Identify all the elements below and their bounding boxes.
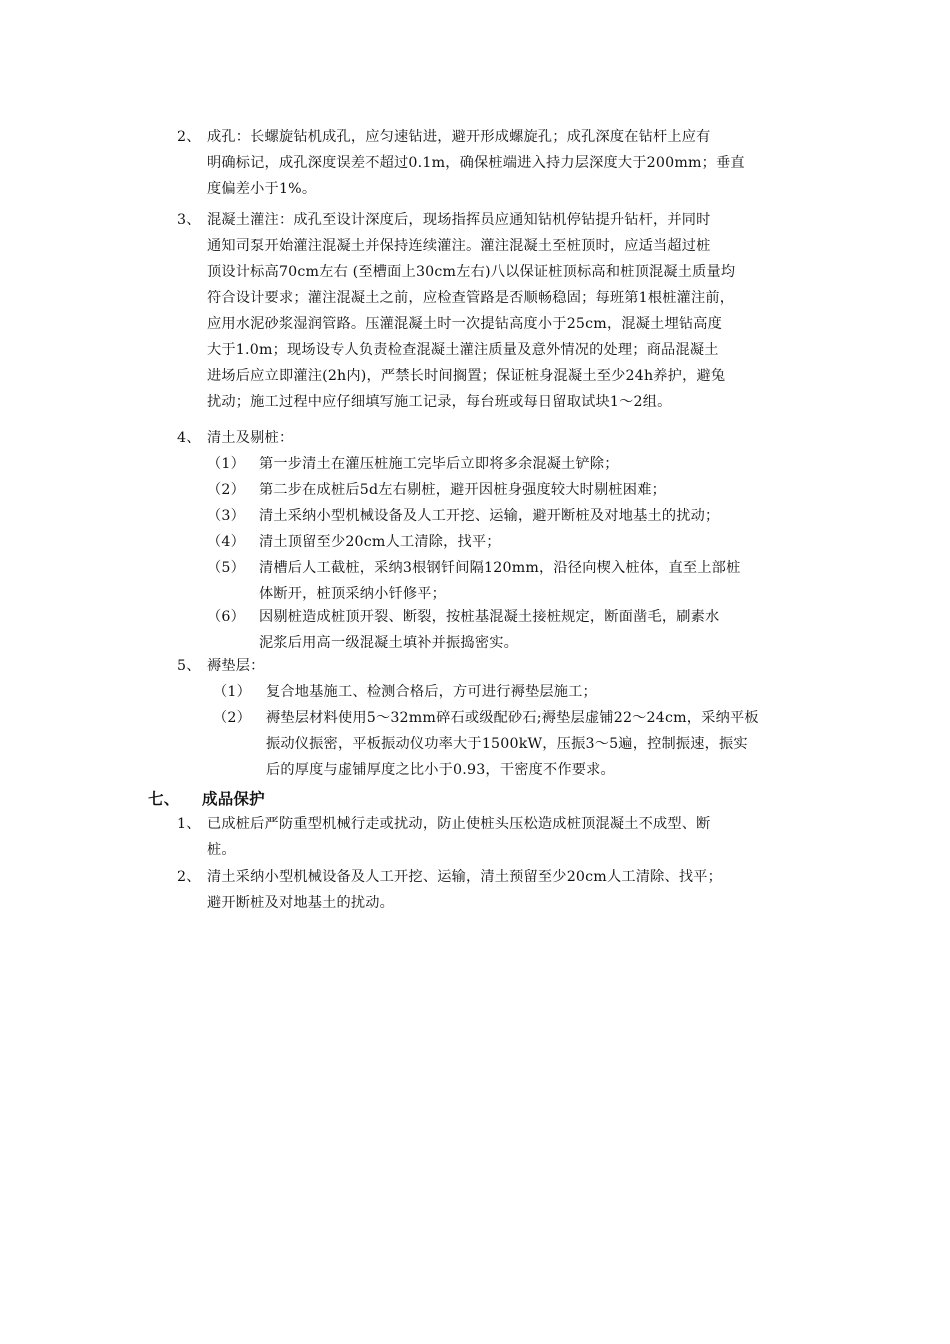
sub-item-number: （2） <box>207 482 246 498</box>
item-number: 1、 <box>177 816 201 832</box>
paragraph-line: 复合地基施工、检测合格后，方可进行褥垫层施工； <box>266 684 597 700</box>
paragraph-line: 成孔：长螺旋钻机成孔，应匀速钻进，避开形成螺旋孔；成孔深度在钻杆上应有 <box>207 129 711 145</box>
paragraph-line: 已成桩后严防重型机械行走或扰动，防止使桩头压松造成桩顶混凝土不成型、断 <box>207 816 711 832</box>
paragraph-line: 振动仪振密，平板振动仪功率大于1500kW，压振3～5遍，控制振速，振实 <box>266 736 748 752</box>
sub-item-number: （1） <box>213 684 252 700</box>
section-title: 成品保护 <box>202 789 265 808</box>
paragraph-line: 顶设计标高70cm左右 (至槽面上30cm左右)八以保证桩顶标高和桩顶混凝土质量均 <box>207 264 736 280</box>
paragraph-line: 明确标记，成孔深度误差不超过0.1m，确保桩端进入持力层深度大于200mm；垂直 <box>207 155 745 171</box>
section-heading <box>148 787 265 809</box>
paragraph-line: 应用水泥砂浆湿润管路。压灌混凝土时一次提钻高度小于25cm，混凝土埋钻高度 <box>207 316 723 332</box>
item-number: 3、 <box>177 212 201 228</box>
section-number: 七、 <box>148 789 180 808</box>
sub-item-number: （4） <box>207 534 246 550</box>
paragraph-line: 泥浆后用高一级混凝土填补并振捣密实。 <box>259 635 518 651</box>
paragraph-line: 通知司泵开始灌注混凝土并保持连续灌注。灌注混凝土至桩顶时，应适当超过桩 <box>207 238 711 254</box>
paragraph-line: 清土采纳小型机械设备及人工开挖、运输，清土预留至少20cm人工清除、找平； <box>207 869 723 885</box>
paragraph-line: 清槽后人工截桩，采纳3根钢钎间隔120mm，沿径向楔入桩体，直至上部桩 <box>259 560 741 576</box>
paragraph-line: 褥垫层材料使用5～32mm碎石或级配砂石;褥垫层虚铺22～24cm，采纳平板 <box>266 710 759 726</box>
sub-item-number: （6） <box>207 609 246 625</box>
item-number: 5、 <box>177 658 201 674</box>
paragraph-line: 褥垫层： <box>207 658 265 674</box>
paragraph-line: 第二步在成桩后5d左右剔桩，避开因桩身强度较大时剔桩困难； <box>259 482 666 498</box>
paragraph-line: 清土顶留至少20cm人工清除，找平； <box>259 534 501 550</box>
item-number: 4、 <box>177 430 201 446</box>
paragraph-line: 扰动；施工过程中应仔细填写施工记录，每台班或每日留取试块1～2组。 <box>207 394 672 410</box>
paragraph-line: 清土及剔桩： <box>207 430 294 446</box>
paragraph-line: 第一步清土在灌压桩施工完毕后立即将多余混凝土铲除； <box>259 456 619 472</box>
paragraph-line: 进场后应立即灌注(2h内)，严禁长时间搁置；保证桩身混凝土至少24h养护，避兔 <box>207 368 726 384</box>
paragraph-line: 后的厚度与虚铺厚度之比小于0.93，干密度不作要求。 <box>266 762 615 778</box>
paragraph-line: 符合设计要求；灌注混凝土之前，应检查管路是否顺畅稳固；每班第1根桩灌注前， <box>207 290 735 306</box>
paragraph-line: 度偏差小于1%。 <box>207 181 317 197</box>
sub-item-number: （3） <box>207 508 246 524</box>
paragraph-line: 因剔桩造成桩顶开裂、断裂，按桩基混凝土接桩规定，断面凿毛，刷素水 <box>259 609 720 625</box>
paragraph-line: 避开断桩及对地基土的扰动。 <box>207 895 395 911</box>
sub-item-number: （2） <box>213 710 252 726</box>
item-number: 2、 <box>177 869 201 885</box>
paragraph-line: 桩。 <box>207 842 236 858</box>
sub-item-number: （5） <box>207 560 246 576</box>
paragraph-line: 大于1.0m；现场设专人负责检查混凝土灌注质量及意外情况的处理；商品混凝土 <box>207 342 719 358</box>
paragraph-line: 混凝土灌注：成孔至设计深度后，现场指挥员应通知钻机停钻提升钻杆，并同时 <box>207 212 711 228</box>
paragraph-line: 体断开，桩顶采纳小钎修平； <box>259 586 447 602</box>
sub-item-number: （1） <box>207 456 246 472</box>
item-number: 2、 <box>177 129 201 145</box>
paragraph-line: 清土采纳小型机械设备及人工开挖、运输，避开断桩及对地基土的扰动； <box>259 508 720 524</box>
